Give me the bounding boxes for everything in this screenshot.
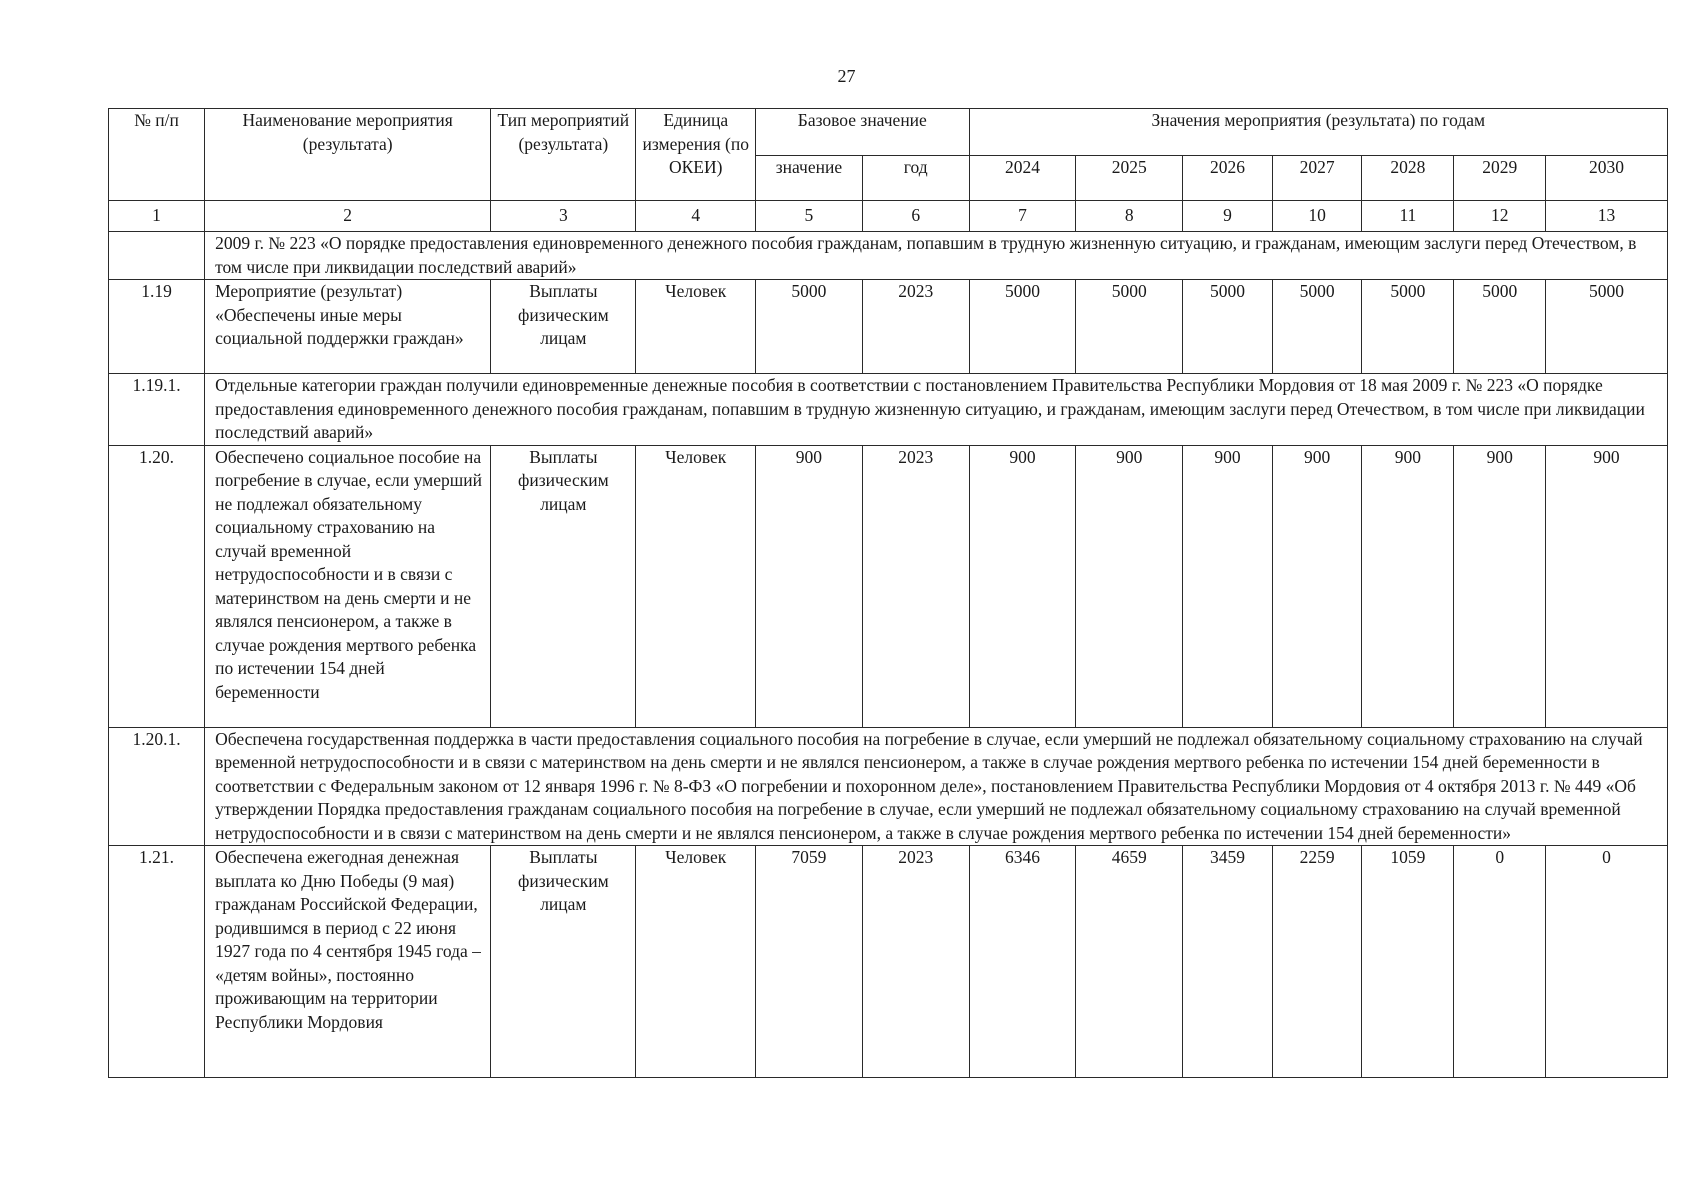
row-base-year: 2023 (862, 846, 969, 1078)
row-year-value: 4659 (1076, 846, 1183, 1078)
column-number-row (109, 201, 1668, 232)
measures-table (108, 108, 1668, 1078)
column-number: 12 (1454, 201, 1546, 232)
column-number: 4 (636, 201, 756, 232)
page-number: 27 (837, 66, 856, 86)
row-year-value: 5000 (1362, 280, 1454, 374)
header-year: 2029 (1454, 156, 1546, 201)
row-num: 1.19 (109, 280, 205, 374)
row-base-year: 2023 (862, 445, 969, 727)
table-row (109, 280, 1668, 374)
row-year-value: 5000 (969, 280, 1076, 374)
row-year-value: 900 (1454, 445, 1546, 727)
row-num: 1.20. (109, 445, 205, 727)
table-row (109, 727, 1668, 846)
header-num: № п/п (109, 109, 205, 201)
row-num: 1.21. (109, 846, 205, 1078)
row-span-text: 2009 г. № 223 «О порядке предоставления единовременного денежного пособия гражданам, попавшим в трудную жизненную ситуацию, и гражданам, имеющим заслуги перед Отечеством, в том числе при ликвидации последствий аварий» (205, 232, 1668, 280)
row-year-value: 5000 (1076, 280, 1183, 374)
row-year-value: 2259 (1272, 846, 1362, 1078)
header-base-value: значение (756, 156, 863, 201)
table-row (109, 445, 1668, 727)
row-year-value: 5000 (1454, 280, 1546, 374)
row-year-value: 900 (1076, 445, 1183, 727)
row-year-value: 5000 (1272, 280, 1362, 374)
column-number: 6 (862, 201, 969, 232)
row-year-value: 6346 (969, 846, 1076, 1078)
header-base: Базовое значение (756, 109, 970, 156)
column-number: 2 (205, 201, 491, 232)
column-number: 3 (491, 201, 636, 232)
row-num: 1.20.1. (109, 727, 205, 846)
row-span-text: Отдельные категории граждан получили единовременные денежные пособия в соответствии с постановлением Правительства Республики Мордовия от 18 мая 2009 г. № 223 «О порядке предоставления единовременного денежного пособия гражданам, попавшим в трудную жизненную ситуацию, и гражданам, имеющим заслуги перед Отечеством, в том числе при ликвидации последствий аварий» (205, 374, 1668, 446)
table-row (109, 846, 1668, 1078)
header-name: Наименование мероприятия (результата) (205, 109, 491, 201)
row-num (109, 232, 205, 280)
row-base-value: 5000 (756, 280, 863, 374)
header-year: 2026 (1183, 156, 1273, 201)
row-year-value: 5000 (1183, 280, 1273, 374)
row-year-value: 900 (1272, 445, 1362, 727)
column-number: 1 (109, 201, 205, 232)
header-year: 2025 (1076, 156, 1183, 201)
row-type: Выплаты физическим лицам (491, 280, 636, 374)
row-unit: Человек (636, 445, 756, 727)
column-number: 5 (756, 201, 863, 232)
column-number: 7 (969, 201, 1076, 232)
row-name: Обеспечено социальное пособие на погребение в случае, если умерший не подлежал обязательному социальному страхованию на случай временной нетрудоспособности и в связи с материнством на день смерти и не являлся пенсионером, а также в случае рождения мертвого ребенка по истечении 154 дней беременности (205, 445, 491, 727)
header-base-year: год (862, 156, 969, 201)
row-unit: Человек (636, 846, 756, 1078)
column-number: 13 (1546, 201, 1668, 232)
row-year-value: 900 (1546, 445, 1668, 727)
row-year-value: 900 (1362, 445, 1454, 727)
row-year-value: 1059 (1362, 846, 1454, 1078)
row-type: Выплаты физическим лицам (491, 445, 636, 727)
row-year-value: 900 (1183, 445, 1273, 727)
row-base-value: 7059 (756, 846, 863, 1078)
row-year-value: 900 (969, 445, 1076, 727)
row-year-value: 0 (1454, 846, 1546, 1078)
header-years-title: Значения мероприятия (результата) по годам (969, 109, 1667, 156)
header-row (109, 109, 1668, 156)
column-number: 8 (1076, 201, 1183, 232)
column-number: 10 (1272, 201, 1362, 232)
row-year-value: 3459 (1183, 846, 1273, 1078)
row-num: 1.19.1. (109, 374, 205, 446)
row-base-value: 900 (756, 445, 863, 727)
row-name: Мероприятие (результат) «Обеспечены иные меры социальной поддержки граждан» (205, 280, 491, 374)
row-unit: Человек (636, 280, 756, 374)
row-span-text: Обеспечена государственная поддержка в части предоставления социального пособия на погребение в случае, если умерший не подлежал обязательному социальному страхованию на случай временной нетрудоспособности и в связи с материнством на день смерти и не являлся пенсионером, а также в случае рождения мертвого ребенка по истечении 154 дней беременности в соответствии с Федеральным законом от 12 января 1996 г. № 8-ФЗ «О погребении и похоронном деле», постановлением Правительства Республики Мордовия от 4 октября 2013 г. № 449 «Об утверждении Порядка предоставления гражданам социального пособия на погребение в случае, если умерший не подлежал обязательному социальному страхованию на случай временной нетрудоспособности и в связи с материнством на день смерти и не являлся пенсионером, а также в случае рождения мертвого ребенка по истечении 154 дней беременности» (205, 727, 1668, 846)
header-year: 2030 (1546, 156, 1668, 201)
column-number: 11 (1362, 201, 1454, 232)
header-year: 2024 (969, 156, 1076, 201)
row-year-value: 5000 (1546, 280, 1668, 374)
header-type: Тип мероприятий (результата) (491, 109, 636, 201)
column-number: 9 (1183, 201, 1273, 232)
table-row (109, 374, 1668, 446)
row-name: Обеспечена ежегодная денежная выплата ко Дню Победы (9 мая) гражданам Российской Федерации, родившимся в период с 22 июня 1927 года по 4 сентября 1945 года – «детям войны», постоянно проживающим на территории Республики Мордовия (205, 846, 491, 1078)
row-type: Выплаты физическим лицам (491, 846, 636, 1078)
table-row (109, 232, 1668, 280)
header-year: 2028 (1362, 156, 1454, 201)
header-unit: Единица измерения (по ОКЕИ) (636, 109, 756, 201)
row-base-year: 2023 (862, 280, 969, 374)
header-year: 2027 (1272, 156, 1362, 201)
row-year-value: 0 (1546, 846, 1668, 1078)
